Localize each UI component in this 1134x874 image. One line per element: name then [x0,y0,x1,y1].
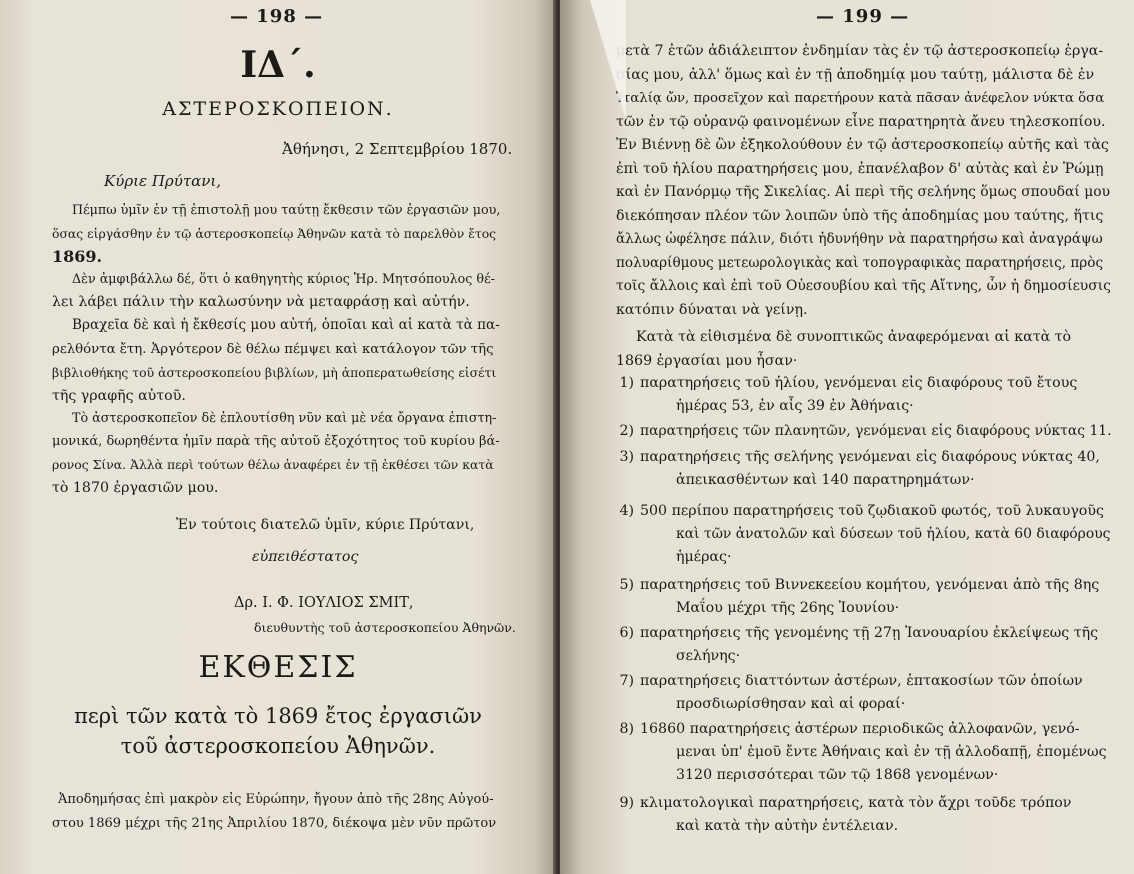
list-text: μεναι ὑπ' ἐμοῦ ἔντε Ἀθήναις καὶ ἐν τῇ ἀλλοδαπῇ, ἑπομένως [676,744,1107,760]
text-line: μονικά, δωρηθέντα ἡμῖν παρὰ τῆς αὐτοῦ ἐξοχότητος τοῦ κυρίου βά- [52,433,500,449]
text-line: Τὸ ἀστεροσκοπεῖον δὲ ἐπλουτίσθη νῦν καὶ μὲ νέα ὄργανα ἐπιστη- [72,410,497,425]
list-text: ἀπεικασθέντων καὶ 140 παρατηρημάτων· [676,472,975,488]
list-item [608,792,1118,838]
text-line: κατόπιν δύναται νὰ γείνῃ. [616,301,808,318]
closing-epithet: εὐπειθέστατος [252,549,359,565]
signature-title: διευθυντὴς τοῦ ἀστεροσκοπείου Ἀθηνῶν. [254,620,516,635]
list-item [608,574,1118,620]
list-text: ἡμέρας· [676,549,732,565]
list-number: 5) [619,577,634,593]
list-number: 4) [619,503,634,519]
text-line: Πέμπω ὑμῖν ἐν τῇ ἐπιστολῇ μου ταύτῃ ἔκθεσιν τῶν ἐργασιῶν μου, [72,202,501,217]
list-item [608,718,1118,787]
paragraph-1 [52,198,504,269]
text-line: τὸ 1870 ἐργασιῶν μου. [52,479,219,496]
list-text: καὶ κατὰ τὴν αὐτὴν ἐντέλειαν. [676,818,899,834]
text-line: ρονος Σίνα. Ἀλλὰ περὶ τούτων θέλω ἀναφέρει ἐν τῇ ἐκθέσει τῶν κατὰ [52,457,494,472]
text-line: λει λάβει πάλιν τὴν καλωσύνην νὰ μεταφράσῃ καὶ αὐτήν. [52,293,470,310]
section-title: ΑΣΤΕΡΟΣΚΟΠΕΙΟΝ. [162,98,394,120]
paragraph-1 [616,40,1116,322]
text-line: Ἀποδημήσας ἐπὶ μακρὸν εἰς Εὐρώπην, ἤγουν ἀπὸ τῆς 28ης Αὐγού- [58,792,494,807]
text-line: στου 1869 μέχρι τῆς 21ης Ἀπριλίου 1870, διέκοψα μὲν νῦν πρῶτον [52,815,497,831]
list-text: 3120 περισσότεραι τῶν τῷ 1868 γενομένων· [676,767,999,783]
text-line: Ἐν Βιέννῃ δὲ ὢν ἐξηκολούθουν ἐν τῷ ἀστεροσκοπείῳ αὐτῆς καὶ τὰς [616,137,1109,153]
list-text: παρατηρήσεις τοῦ Βιννεκεείου κομήτου, γενόμεναι ἀπὸ τῆς 8ης [640,577,1100,593]
list-item [608,622,1118,668]
list-text: παρατηρήσεις τῆς γενομένης τῇ 27ῃ Ἰανουαρίου ἐκλείψεως τῆς [640,625,1099,641]
text-line: διεκόπησαν πλέον τῶν λοιπῶν ὑπὸ τῆς ἀποδημίας μου ταύτης, ἥτις [616,207,1104,224]
text-line: πολυαρίθμους μετεωρολογικὰς καὶ τοπογραφικὰς παρατηρήσεις, πρὸς [616,254,1104,271]
list-text: κλιματολογικαὶ παρατηρήσεις, κατὰ τὸν ἄχρι τοῦδε τρόπον [640,795,1072,811]
list-text: ἡμέρας 53, ἐν αἷς 39 ἐν Ἀθήναις· [676,398,914,414]
text-line: Ἰταλίᾳ ὤν, προσεῖχον καὶ παρετήρουν κατὰ πᾶσαν ἀνέφελον νύκτα ὅσα [616,91,1105,106]
list-item [608,420,1118,443]
dateline: Ἀθήνησι, 2 Σεπτεμβρίου 1870. [282,140,513,158]
list-text: παρατηρήσεις τῆς σελήνης γενόμεναι εἰς διαφόρους νύκτας 40, [640,449,1100,465]
report-subtitle: τοῦ ἀστεροσκοπείου Ἀθηνῶν. [120,734,436,758]
paragraph-4 [52,406,504,500]
text-line: τῆς γραφῆς αὐτοῦ. [52,387,186,404]
text-line: ἐπὶ τοῦ ἡλίου παρατηρήσεις μου, ἐπανέλαβον δ' αὐτὰς καὶ ἐν Ῥώμῃ [616,160,1104,177]
text-line: τῶν ἐν τῷ οὐρανῷ φαινομένων εἶνε παρατηρητὰ ἄνευ τηλεσκοπίου. [616,113,1106,130]
list-item [608,446,1118,492]
list-text: 16860 παρατηρήσεις ἀστέρων περιοδικῶς ἀλλοφανῶν, γενό- [640,721,1080,737]
report-subtitle: περὶ τῶν κατὰ τὸ 1869 ἔτος ἐργασιῶν [74,704,482,728]
list-number: 9) [619,795,634,811]
signature-name: Δρ. Ι. Φ. ΙΟΥΛΙΟΣ ΣΜΙΤ, [234,595,414,611]
list-text: παρατηρήσεις τοῦ ἡλίου, γενόμεναι εἰς διαφόρους τοῦ ἔτους [640,375,1078,391]
text-line: 1869 ἐργασίαι μου ἦσαν· [616,352,798,369]
list-item [608,500,1118,569]
list-text: προσδιωρίσθησαν καὶ αἱ φοραί· [676,696,906,712]
salutation: Κύριε Πρύτανι, [104,172,222,190]
list-text: παρατηρήσεις διαττόντων ἀστέρων, ἑπτακοσίων τῶν ὁποίων [640,673,1083,689]
text-line: Βραχεῖα δὲ καὶ ἡ ἔκθεσίς μου αὐτή, ὁποῖαι καὶ αἱ κατὰ τὰ πα- [72,317,500,333]
paragraph-2 [52,267,504,314]
text-line: μετὰ 7 ἐτῶν ἀδιάλειπτον ἐνδημίαν τὰς ἐν τῷ ἀστεροσκοπείῳ ἐργα- [616,43,1104,59]
page-corner-fold [590,0,626,120]
list-number: 3) [619,449,634,465]
text-line: Δὲν ἀμφιβάλλω δέ, ὅτι ὁ καθηγητὴς κύριος Ἡρ. Μητσόπουλος θέ- [72,271,495,286]
report-opening [52,788,504,835]
list-text: παρατηρήσεις τῶν πλανητῶν, γενόμεναι εἰς διαφόρους νύκτας 11. [640,423,1112,439]
text-line: Κατὰ τὰ εἰθισμένα δὲ συνοπτικῶς ἀναφερόμεναι αἱ κατὰ τὸ [636,329,1072,345]
list-number: 7) [619,673,634,689]
right-page [560,0,1134,874]
list-item [608,670,1118,716]
list-item [608,372,1118,418]
right-page-number: — 199 — [816,6,910,27]
chapter-number: ΙΔ΄. [240,44,316,86]
list-text: 500 περίπου παρατηρήσεις τοῦ ζῳδιακοῦ φωτός, τοῦ λυκαυγοῦς [640,503,1104,519]
list-number: 2) [619,423,634,439]
text-line: ρελθόντα ἔτη. Ἀργότερον δὲ θέλω πέμψει καὶ κατάλογον τῶν τῆς [52,341,494,357]
list-text: Μαΐου μέχρι τῆς 26ης Ἰουνίου· [676,600,900,616]
text-line: τοῖς ἄλλοις καὶ ἐπὶ τοῦ Οὐεσουβίου καὶ τῆς Αἴτνης, ὧν ἡ δημοσίευσις [616,278,1111,294]
text-line: βιβλιοθήκης τοῦ ἀστεροσκοπείου βιβλίων, μὴ ἀποπερατωθείσης εἰσέτι [52,365,497,380]
text-line: ἄλλως ὠφέλησε πάλιν, διότι ἠδυνήθην νὰ παρατηρήσω καὶ ἀναγράψω [616,231,1103,247]
text-line: καὶ ἐν Πανόρμῳ τῆς Σικελίας. Αἱ περὶ τῆς σελήνης ὅμως σπουδαί μου [616,184,1111,200]
closing: Ἐν τούτοις διατελῶ ὑμῖν, κύριε Πρύτανι, [176,517,475,533]
list-text: καὶ τῶν ἀνατολῶν καὶ δύσεων τοῦ ἡλίου, κατὰ 60 διαφόρους [676,526,1111,542]
list-text: σελήνης· [676,648,741,664]
text-line: 1869. [52,247,103,266]
list-number: 1) [619,375,634,391]
report-title: ΕΚΘΕΣΙΣ [198,650,358,685]
left-page-number: — 198 — [230,6,324,27]
list-number: 8) [619,721,634,737]
list-number: 6) [619,625,634,641]
left-page [0,0,556,874]
text-line: σίας μου, ἀλλ' ὅμως καὶ ἐν τῇ ἀποδημίᾳ μου ταύτῃ, μάλιστα δὲ ἐν [616,66,1095,83]
paragraph-2 [616,326,1116,373]
text-line: ὅσας εἰργάσθην ἐν τῷ ἀστεροσκοπείῳ Ἀθηνῶν κατὰ τὸ παρελθὸν ἔτος [52,225,497,241]
paragraph-3 [52,314,504,408]
